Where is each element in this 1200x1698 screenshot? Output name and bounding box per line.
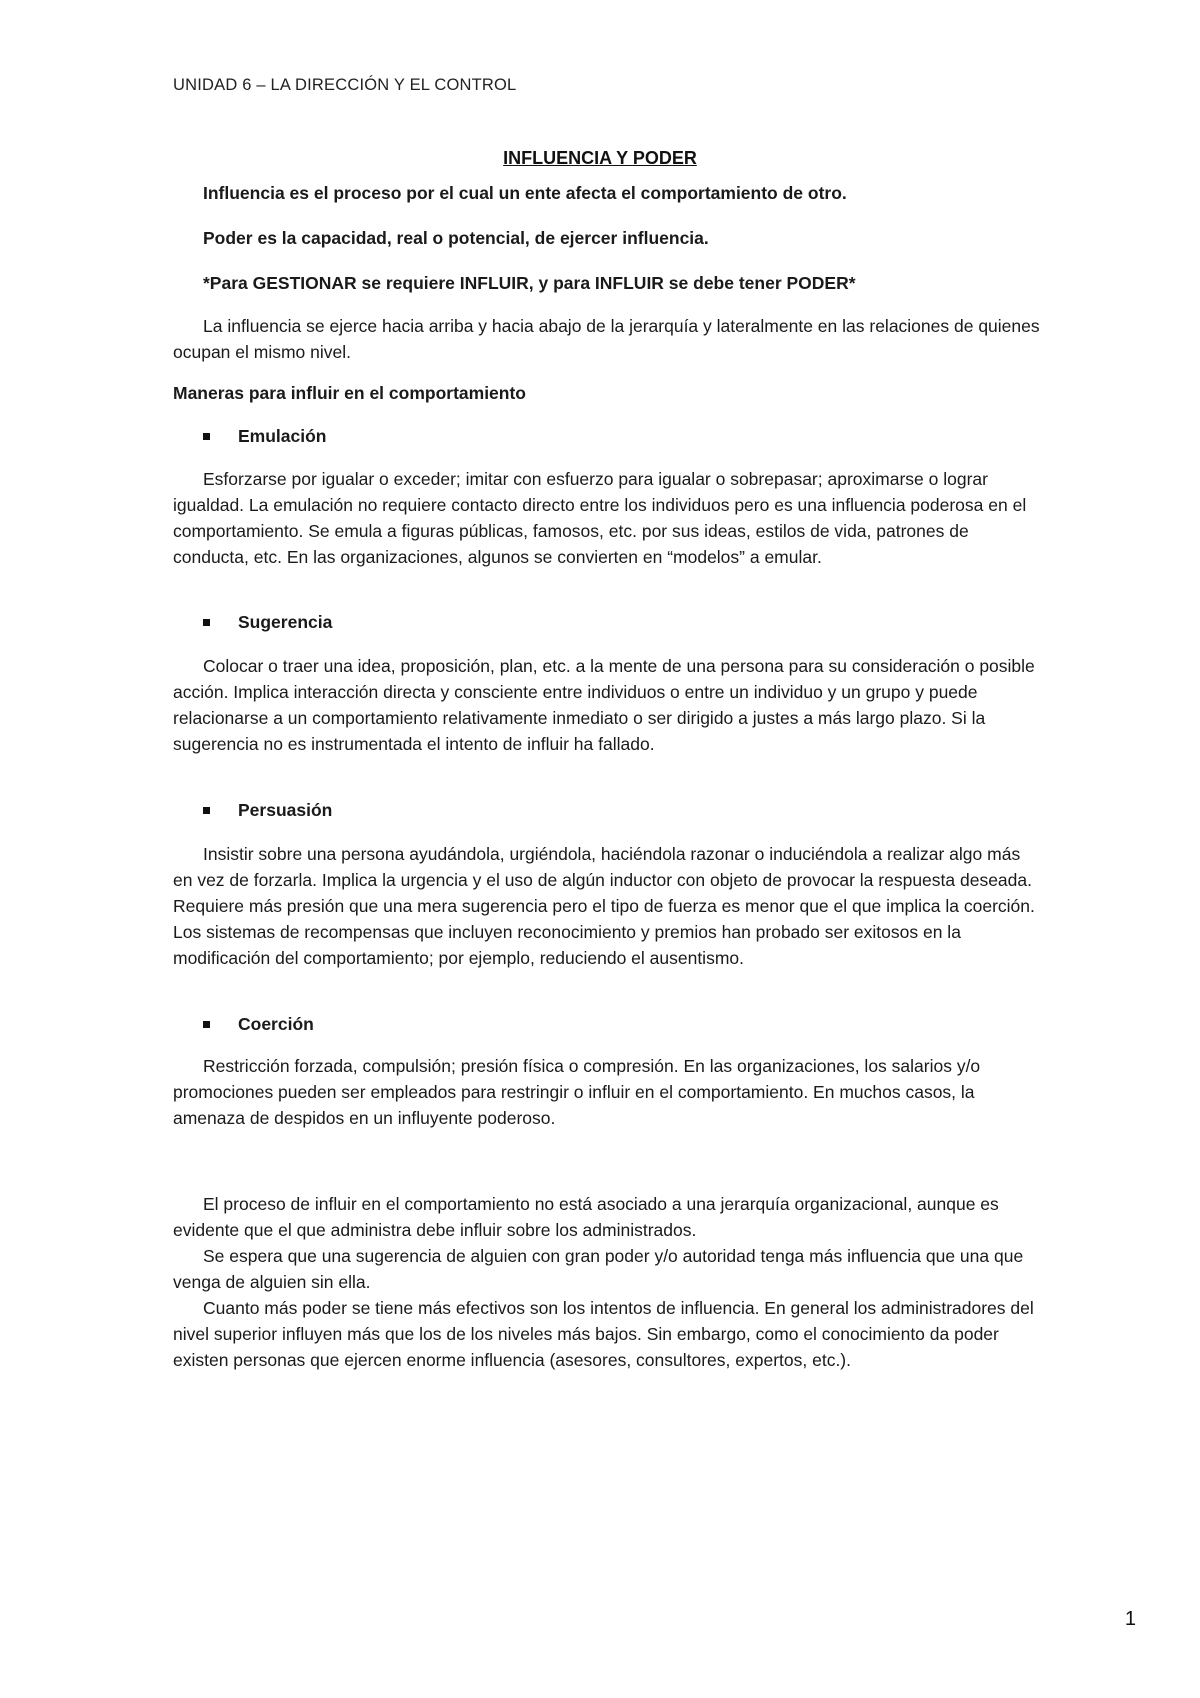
page-number: 1 xyxy=(1124,1608,1136,1630)
method-name: Sugerencia xyxy=(238,612,333,632)
definition-poder: Poder es la capacidad, real o potencial, de ejercer influencia. xyxy=(203,228,709,248)
square-bullet-icon xyxy=(203,433,210,440)
method-sugerencia-text: Colocar o traer una idea, proposición, plan, etc. a la mente de una persona para su consideración o posible acción. Implica interacción directa y consciente entre individuos o entre un individuo y un grupo y puede relacionarse a un comportamiento relativamente inmediato o ser dirigido a justes a más largo plazo. Si la sugerencia no es instrumentada el intento de influir ha fallado. xyxy=(173,656,1035,754)
intro-paragraph: La influencia se ejerce hacia arriba y hacia abajo de la jerarquía y lateralmente en las relaciones de quienes ocupan el mismo nivel. xyxy=(173,316,1040,362)
maxim-statement: *Para GESTIONAR se requiere INFLUIR, y para INFLUIR se debe tener PODER* xyxy=(203,273,856,293)
closing-paragraph-3: Cuanto más poder se tiene más efectivos son los intentos de influencia. En general los administradores del nivel superior influyen más que los de los niveles más bajos. Sin embargo, como el conocimiento da poder existen personas que ejercen enorme influencia (asesores, consultores, expertos, etc.). xyxy=(173,1298,1034,1370)
method-name: Persuasión xyxy=(238,800,333,820)
closing-paragraph-2: Se espera que una sugerencia de alguien con gran poder y/o autoridad tenga más influencia que una que venga de alguien sin ella. xyxy=(173,1246,1024,1292)
page-header: UNIDAD 6 – LA DIRECCIÓN Y EL CONTROL xyxy=(173,76,517,94)
square-bullet-icon xyxy=(203,807,210,814)
square-bullet-icon xyxy=(203,1021,210,1028)
definition-influencia: Influencia es el proceso por el cual un ente afecta el comportamiento de otro. xyxy=(203,183,847,203)
section-heading: Maneras para influir en el comportamiento xyxy=(173,383,526,403)
method-emulacion-text: Esforzarse por igualar o exceder; imitar con esfuerzo para igualar o sobrepasar; aproximarse o lograr igualdad. La emulación no requiere contacto directo entre los individuos pero es una influencia poderosa en el comportamiento. Se emula a figuras públicas, famosos, etc. por sus ideas, estilos de vida, patrones de conducta, etc. En las organizaciones, algunos se convierten en “modelos” a emular. xyxy=(173,469,1027,567)
document-title: INFLUENCIA Y PODER xyxy=(503,148,697,168)
method-sugerencia-heading xyxy=(203,609,332,635)
method-name: Coerción xyxy=(238,1014,314,1034)
closing-paragraph-1: El proceso de influir en el comportamiento no está asociado a una jerarquía organizacional, aunque es evidente que el que administra debe influir sobre los administrados. xyxy=(173,1194,999,1240)
square-bullet-icon xyxy=(203,619,210,626)
method-name: Emulación xyxy=(238,426,327,446)
method-coercion-text: Restricción forzada, compulsión; presión física o compresión. En las organizaciones, los salarios y/o promociones pueden ser empleados para restringir o influir en el comportamiento. En muchos casos, la amenaza de despidos en un influyente poderoso. xyxy=(173,1056,981,1128)
method-persuasion-heading xyxy=(203,797,332,823)
method-emulacion-heading xyxy=(203,423,327,449)
method-persuasion-text: Insistir sobre una persona ayudándola, urgiéndola, haciéndola razonar o induciéndola a realizar algo más en vez de forzarla. Implica la urgencia y el uso de algún inductor con objeto de provocar la respuesta deseada. Requiere más presión que una mera sugerencia pero el tipo de fuerza es menor que el que implica la coerción. Los sistemas de recompensas que incluyen reconocimiento y premios han probado ser exitosos en la modificación del comportamiento; por ejemplo, reduciendo el ausentismo. xyxy=(173,844,1035,968)
method-coercion-heading xyxy=(203,1011,314,1037)
